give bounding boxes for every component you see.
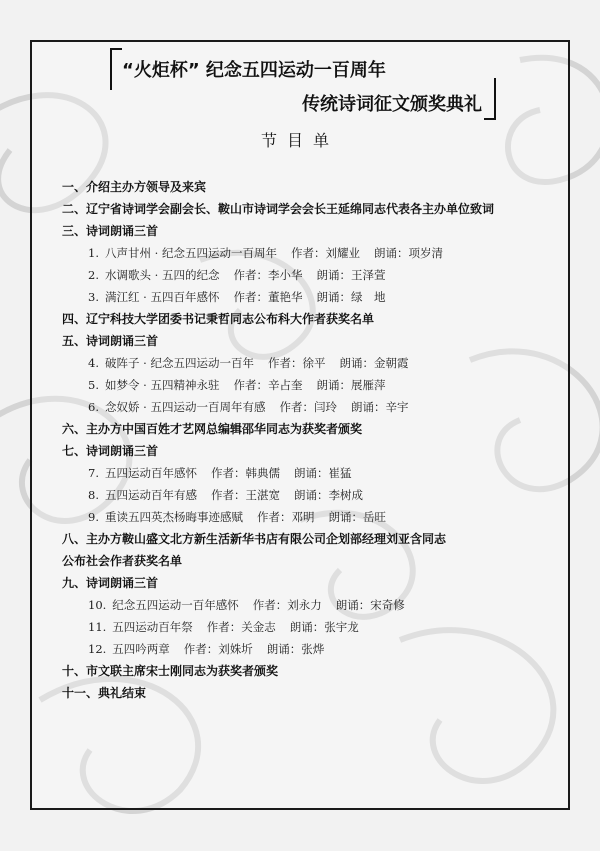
- poem-title: 五四运动百年有感: [104, 488, 197, 502]
- poem-title: 五四运动百年感怀: [104, 466, 197, 480]
- section-label: 十一、典礼结束: [62, 686, 147, 700]
- poem-num: 8.: [88, 488, 99, 502]
- poem-item: [62, 264, 562, 286]
- program-section: [62, 528, 562, 572]
- poem-author: 作者：董艳华: [233, 290, 303, 304]
- program-section: [62, 440, 562, 462]
- program-section: [62, 220, 562, 242]
- poem-item: [62, 616, 562, 638]
- poem-num: 3.: [88, 290, 99, 304]
- poem-reader: 朗诵：宋奇修: [335, 598, 405, 612]
- poem-title: 水调歌头 · 五四的纪念: [104, 268, 220, 282]
- program-section: [62, 660, 562, 682]
- poem-reader: 朗诵：崔猛: [293, 466, 352, 480]
- section-label: 十、市文联主席宋士刚同志为获奖者颁奖: [62, 664, 279, 678]
- poem-item: [62, 396, 562, 418]
- poem-num: 12.: [88, 642, 107, 656]
- poem-author: 作者：刘永力: [252, 598, 322, 612]
- poem-num: 9.: [88, 510, 99, 524]
- section-label: 七、诗词朗诵三首: [62, 444, 159, 458]
- poem-title: 纪念五四运动一百年感怀: [112, 598, 239, 612]
- title-block: [110, 44, 496, 120]
- poem-item: [62, 352, 562, 374]
- poem-num: 5.: [88, 378, 99, 392]
- program-section: [62, 308, 562, 330]
- poem-reader: 朗诵：展雁萍: [316, 378, 386, 392]
- program-section: [62, 176, 562, 198]
- poem-title: 念奴娇 · 五四运动一百周年有感: [104, 400, 266, 414]
- poem-reader: 朗诵：张宇龙: [289, 620, 359, 634]
- poem-num: 2.: [88, 268, 99, 282]
- title-line-1: “火炬杯” 纪念五四运动一百周年: [122, 60, 386, 81]
- poem-reader: 朗诵：岳旺: [328, 510, 386, 524]
- program-list: [62, 176, 562, 704]
- poem-num: 4.: [88, 356, 99, 370]
- poem-title: 重读五四英杰杨晦事迹感赋: [104, 510, 243, 524]
- poem-item: [62, 286, 562, 308]
- poem-num: 11.: [88, 620, 107, 634]
- poem-author: 作者：关金志: [206, 620, 276, 634]
- poem-num: 6.: [88, 400, 99, 414]
- section-label: 六、主办方中国百姓才艺网总编辑邵华同志为获奖者颁奖: [62, 422, 363, 436]
- poem-author: 作者：刘姝圻: [183, 642, 253, 656]
- poem-title: 五四运动百年祭: [112, 620, 193, 634]
- poem-title: 五四吟两章: [112, 642, 170, 656]
- section-label: 五、诗词朗诵三首: [62, 334, 159, 348]
- section-label: 一、介绍主办方领导及来宾: [62, 180, 207, 194]
- program-section: [62, 330, 562, 352]
- section-label: 四、辽宁科技大学团委书记秉哲同志公布科大作者获奖名单: [62, 312, 375, 326]
- program-section: [62, 572, 562, 594]
- poem-reader: 朗诵：金朝霞: [339, 356, 409, 370]
- poem-item: [62, 638, 562, 660]
- poem-author: 作者：刘耀业: [290, 246, 360, 260]
- poem-item: [62, 484, 562, 506]
- poem-item: [62, 594, 562, 616]
- section-label-continued: 公布社会作者获奖名单: [62, 554, 183, 568]
- poem-num: 10.: [88, 598, 107, 612]
- poem-title: 如梦令 · 五四精神永驻: [104, 378, 220, 392]
- poem-reader: 朗诵：项岁清: [373, 246, 443, 260]
- poem-author: 作者：徐平: [267, 356, 326, 370]
- section-label: 八、主办方鞍山盛文北方新生活新华书店有限公司企划部经理刘亚含同志: [62, 532, 447, 546]
- section-label: 三、诗词朗诵三首: [62, 224, 159, 238]
- poem-num: 7.: [88, 466, 99, 480]
- poem-author: 作者：王湛宽: [210, 488, 280, 502]
- poem-title: 满江红 · 五四百年感怀: [104, 290, 220, 304]
- poem-item: [62, 374, 562, 396]
- section-label: 二、辽宁省诗词学会副会长、鞍山市诗词学会会长王延绵同志代表各主办单位致词: [62, 202, 495, 216]
- poem-title: 破阵子 · 纪念五四运动一百年: [104, 356, 254, 370]
- poem-reader: 朗诵：张烨: [266, 642, 325, 656]
- poem-item: [62, 506, 562, 528]
- program-heading: 节目单: [260, 131, 339, 150]
- poem-author: 作者：邓明: [256, 510, 315, 524]
- poem-author: 作者：辛占奎: [233, 378, 303, 392]
- poem-reader: 朗诵：李树成: [293, 488, 363, 502]
- poem-author: 作者：韩典儒: [210, 466, 280, 480]
- poem-item: [62, 242, 562, 264]
- title-line-2: 传统诗词征文颁奖典礼: [302, 94, 482, 115]
- poem-reader: 朗诵：绿 地: [316, 290, 386, 304]
- program-section: [62, 198, 562, 220]
- poem-author: 作者：李小华: [233, 268, 303, 282]
- poem-title: 八声甘州 · 纪念五四运动一百周年: [104, 246, 277, 260]
- title-corner-top-left: [110, 48, 122, 90]
- title-corner-bottom-right: [484, 78, 496, 120]
- program-section: [62, 682, 562, 704]
- program-section: [62, 418, 562, 440]
- poem-item: [62, 462, 562, 484]
- poem-reader: 朗诵：辛宇: [350, 400, 409, 414]
- poem-num: 1.: [88, 246, 99, 260]
- poem-reader: 朗诵：王泽萱: [316, 268, 386, 282]
- poem-author: 作者：闫玲: [279, 400, 337, 414]
- section-label: 九、诗词朗诵三首: [62, 576, 159, 590]
